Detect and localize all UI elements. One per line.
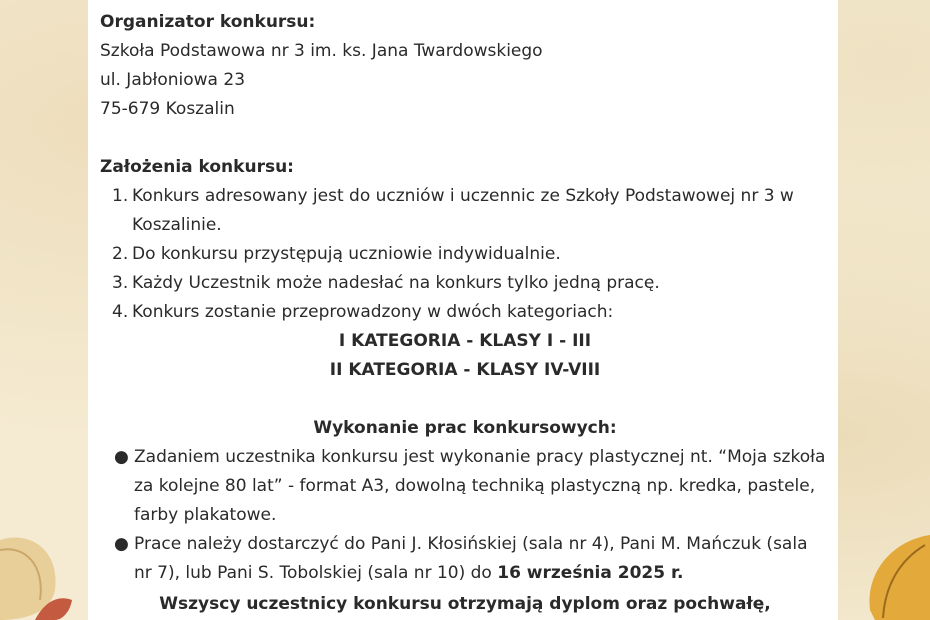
item-text: Prace należy dostarczyć do Pani J. Kłosińskiej (sala nr 4), Pani M. Mańczuk (sala nr 7), lub Pani S. Tobolskiej (sala nr 10) do xyxy=(134,534,808,583)
item-number: 1. xyxy=(112,186,129,206)
organizer-line: 75-679 Koszalin xyxy=(100,99,235,119)
list-item xyxy=(112,240,830,269)
rules-list xyxy=(100,182,830,327)
organizer-line: Szkoła Podstawowa nr 3 im. ks. Jana Twardowskiego xyxy=(100,41,543,61)
deadline-date: 16 września 2025 r. xyxy=(497,563,684,583)
item-number: 4. xyxy=(112,302,129,322)
leaf-decoration-right-icon xyxy=(855,530,930,620)
item-text: Konkurs adresowany jest do uczniów i uczennic ze Szkoły Podstawowej nr 3 w Koszalinie. xyxy=(132,186,794,235)
announcement-card xyxy=(88,0,838,620)
organizer-line: ul. Jabłoniowa 23 xyxy=(100,70,246,90)
list-item xyxy=(114,443,830,530)
category-label: I KATEGORIA - KLASY I - III xyxy=(338,331,592,351)
rules-heading: Założenia konkursu: xyxy=(100,157,294,177)
item-text: Konkurs zostanie przeprowadzony w dwóch kategoriach: xyxy=(132,302,614,322)
bullet-icon: ● xyxy=(114,534,129,554)
leaf-decoration-left-icon xyxy=(0,520,90,620)
item-text: Każdy Uczestnik może nadesłać na konkurs tylko jedną pracę. xyxy=(132,273,660,293)
organizer-heading: Organizator konkursu: xyxy=(100,12,316,32)
works-list xyxy=(100,443,830,588)
works-heading: Wykonanie prac konkursowych: xyxy=(313,418,617,438)
list-item xyxy=(114,530,830,588)
list-item xyxy=(112,182,830,240)
list-item xyxy=(112,298,830,327)
list-item xyxy=(112,269,830,298)
bullet-icon: ● xyxy=(114,447,129,467)
item-text: Zadaniem uczestnika konkursu jest wykonanie pracy plastycznej nt. “Moja szkoła za kolejne 80 lat” - format A3, dowolną techniką plastyczną np. kredka, pastele, farby plakatowe. xyxy=(134,447,826,525)
category-label: II KATEGORIA - KLASY IV-VIII xyxy=(329,360,601,380)
item-number: 2. xyxy=(112,244,129,264)
announcement-content xyxy=(100,8,830,619)
footer-note: Wszyscy uczestnicy konkursu otrzymają dyplom oraz pochwałę, xyxy=(159,594,771,614)
item-number: 3. xyxy=(112,273,129,293)
item-text: Do konkursu przystępują uczniowie indywidualnie. xyxy=(132,244,561,264)
